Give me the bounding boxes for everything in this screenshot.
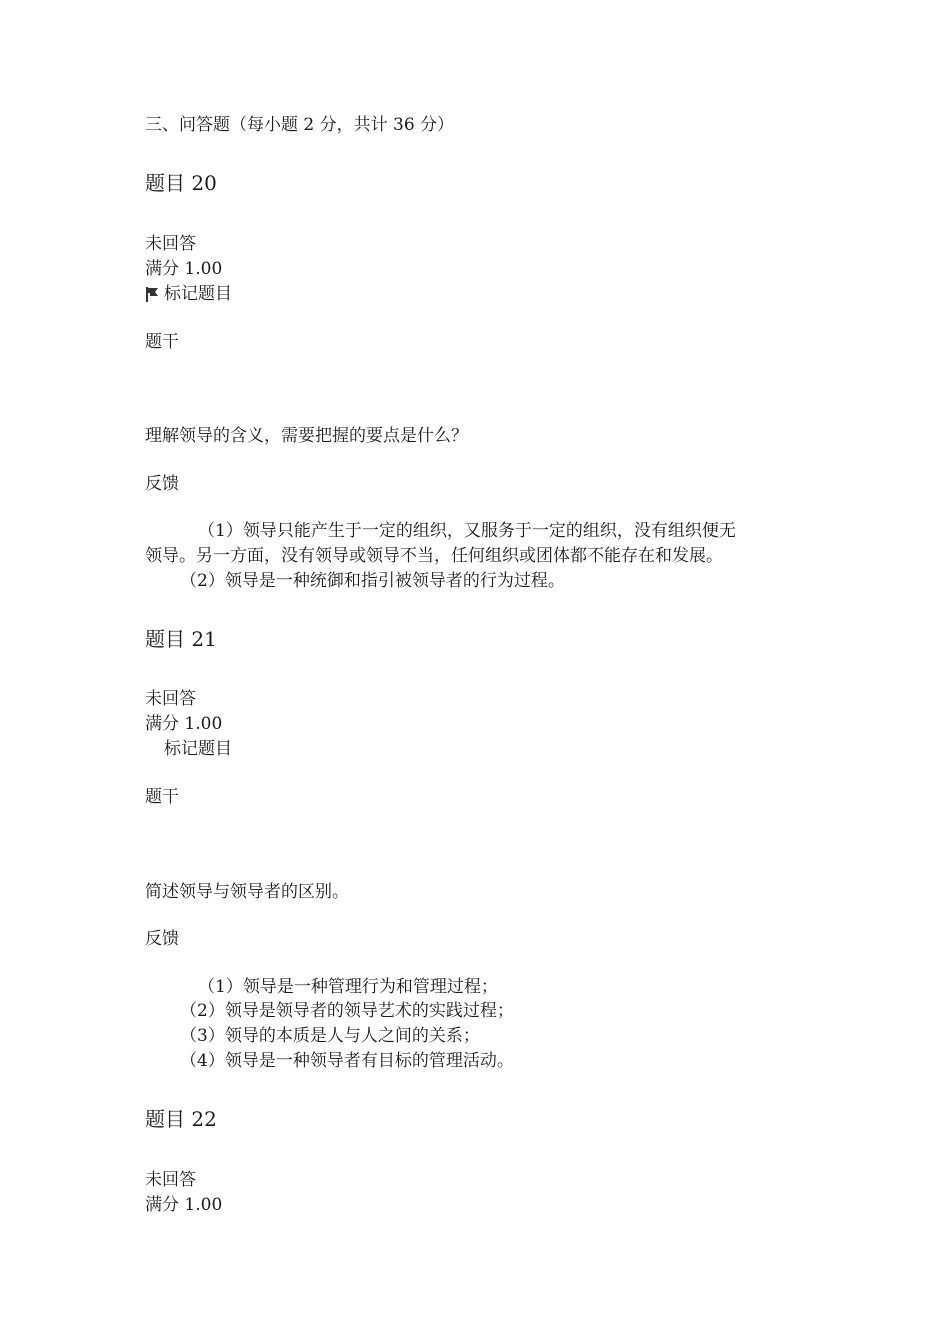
- stem-text-20: 理解领导的含义，需要把握的要点是什么？: [145, 426, 468, 446]
- question-status-20: 未回答: [145, 234, 196, 254]
- feedback-line: （2）领导是领导者的领导艺术的实践过程；: [180, 1001, 514, 1021]
- question-title-20: 题目 20: [145, 171, 217, 195]
- question-title-22: 题目 22: [145, 1107, 217, 1131]
- stem-label-21: 题干: [145, 787, 179, 807]
- question-score-22: 满分 1.00: [145, 1195, 223, 1215]
- question-status-21: 未回答: [145, 689, 196, 709]
- feedback-line: （4）领导是一种领导者有目标的管理活动。: [180, 1051, 514, 1071]
- flag-label[interactable]: 标记题目: [164, 739, 232, 759]
- question-status-22: 未回答: [145, 1170, 196, 1190]
- question-title-21: 题目 21: [145, 627, 217, 651]
- question-score-20: 满分 1.00: [145, 259, 223, 279]
- flag-icon-placeholder[interactable]: [145, 741, 161, 758]
- section-title: 三、问答题（每小题 2 分，共计 36 分）: [145, 115, 455, 135]
- flag-label[interactable]: 标记题目: [164, 284, 232, 304]
- feedback-line: 领导。另一方面，没有领导或领导不当，任何组织或团体都不能存在和发展。: [145, 546, 723, 566]
- stem-text-21: 简述领导与领导者的区别。: [145, 882, 349, 902]
- feedback-line: （1）领导是一种管理行为和管理过程；: [198, 977, 498, 997]
- feedback-label-20: 反馈: [145, 474, 179, 494]
- feedback-line: （3）领导的本质是人与人之间的关系；: [180, 1026, 480, 1046]
- stem-label-20: 题干: [145, 332, 179, 352]
- feedback-line: （1）领导只能产生于一定的组织，又服务于一定的组织，没有组织便无: [198, 521, 736, 541]
- feedback-label-21: 反馈: [145, 929, 179, 949]
- flag-question-20[interactable]: [145, 286, 232, 303]
- flag-icon[interactable]: [145, 286, 161, 303]
- question-score-21: 满分 1.00: [145, 714, 223, 734]
- feedback-line: （2）领导是一种统御和指引被领导者的行为过程。: [180, 571, 565, 591]
- flag-question-21[interactable]: [145, 741, 232, 758]
